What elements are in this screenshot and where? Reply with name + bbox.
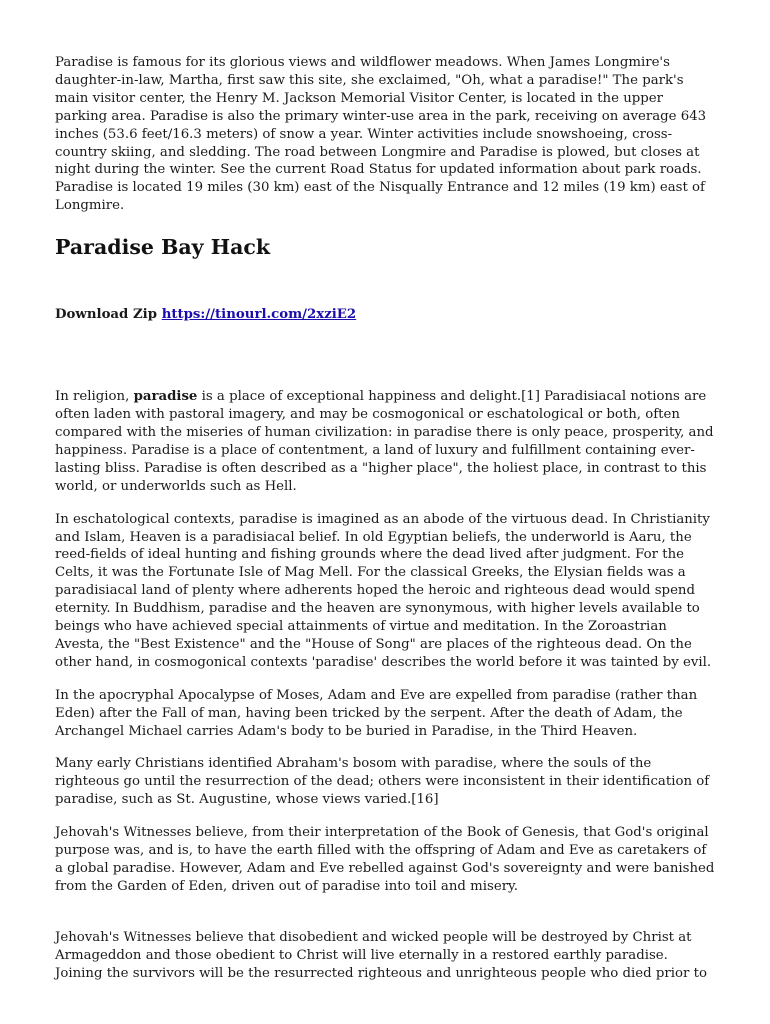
abraham-paragraph: Many early Christians identified Abraham's bosom with paradise, where the souls of the righteous go until the resurrection of the dead; others were inconsistent in their identification of paradise, such as St. Augustine, whose views varied.[16]	[55, 756, 710, 808]
intro-paragraph: Paradise is famous for its glorious views and wildflower meadows. When James Longmire's daughter-in-law, Martha, first saw this site, she exclaimed, "Oh, what a paradise!" The park's main visitor center, the Henry M. Jackson Memorial Visitor Center, is located in the upper parking area. Paradise is also the primary winter-use area in the park, receiving on average 643 inches (53.6 feet/16.3 meters) of snow a year. Winter activities include snowshoeing, cross-country skiing, and sledding. The road between Longmire and Paradise is plowed, but closes at night during the winter. See the current Road Status for updated information about park roads. Paradise is located 19 miles (30 km) east of the Nisqually Entrance and 12 miles (19 km) east of Longmire.	[55, 55, 707, 214]
jehovah-paragraph-1: Jehovah's Witnesses believe, from their interpretation of the Book of Genesis, that God's original purpose was, and is, to have the earth filled with the offspring of Adam and Eve as caretakers of a global paradise. However, Adam and Eve rebelled against God's sovereignty and were banished from the Garden of Eden, driven out of paradise into toil and misery.	[55, 825, 715, 894]
download-link[interactable]: https://tinourl.com/2xziE2	[161, 307, 357, 323]
jehovah-paragraph-2: Jehovah's Witnesses believe that disobedient and wicked people will be destroyed by Christ at Armageddon and those obedient to Christ will live eternally in a restored earthly paradise. Joining the survivors will be the resurrected righteous and unrighteous people who died prior to	[55, 929, 707, 981]
religion-bold-term: paradise	[133, 389, 198, 405]
page-title: Paradise Bay Hack	[55, 235, 271, 260]
download-line	[55, 305, 717, 324]
apocalypse-paragraph: In the apocryphal Apocalypse of Moses, Adam and Eve are expelled from paradise (rather than Eden) after the Fall of man, having been tricked by the serpent. After the death of Adam, the Archangel Michael carries Adam's body to be buried in Paradise, in the Third Heaven.	[55, 687, 698, 739]
religion-prefix: In religion,	[55, 389, 134, 405]
eschatology-paragraph: In eschatological contexts, paradise is imagined as an abode of the virtuous dead. In Christianity and Islam, Heaven is a paradisiacal belief. In old Egyptian beliefs, the underworld is Aaru, the reed-fields of ideal hunting and fishing grounds where the dead lived after judgment. For the Celts, it was the Fortunate Isle of Mag Mell. For the classical Greeks, the Elysian fields was a paradisiacal land of plenty where adherents hoped the heroic and righteous dead would spend eternity. In Buddhism, paradise and the heaven are synonymous, with higher levels available to beings who have achieved special attainments of virtue and meditation. In the Zoroastrian Avesta, the "Best Existence" and the "House of Song" are places of the righteous dead. On the other hand, in cosmogonical contexts 'paradise' describes the world before it was tainted by evil.	[55, 511, 712, 670]
document-page	[55, 54, 717, 983]
religion-paragraph	[55, 388, 717, 495]
religion-rest: is a place of exceptional happiness and delight.[1] Paradisiacal notions are often laden with pastoral imagery, and may be cosmogonical or eschatological or both, often compared with the miseries of human civilization: in paradise there is only peace, prosperity, and happiness. Paradise is a place of contentment, a land of luxury and fulfillment containing ever-lasting bliss. Paradise is often described as a "higher place", the holiest place, in contrast to this world, or underworlds such as Hell.	[55, 389, 714, 494]
download-label: Download Zip	[55, 307, 158, 323]
